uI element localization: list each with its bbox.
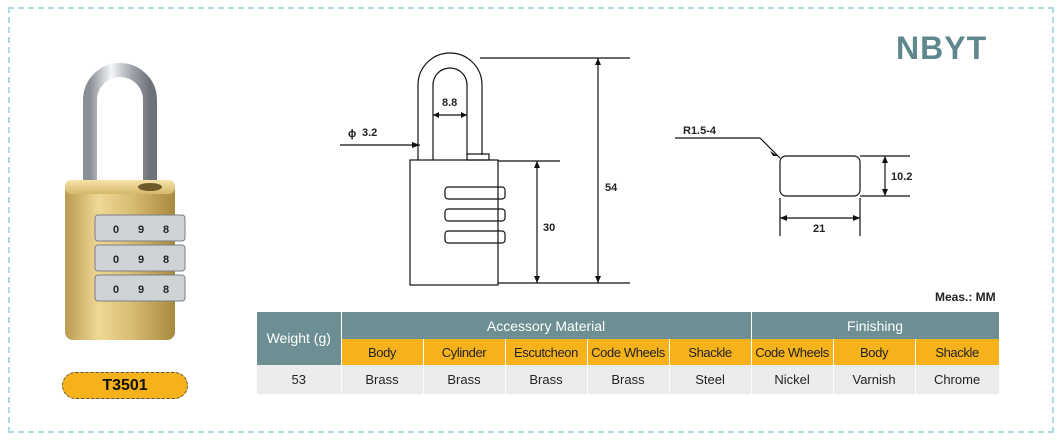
brand-logo: NBYT	[896, 30, 988, 66]
svg-text:9: 9	[138, 284, 145, 296]
padlock-dimension-drawing	[330, 45, 640, 295]
column-header: Shackle	[915, 339, 999, 365]
table-cell: Varnish	[833, 365, 915, 394]
padlock-product-image	[40, 55, 200, 345]
svg-text:8: 8	[163, 224, 170, 236]
table-cell: Nickel	[751, 365, 833, 394]
total-height-label: 54	[605, 182, 618, 194]
column-header: Code Wheels	[587, 339, 669, 365]
svg-text:0: 0	[113, 224, 120, 236]
column-header: Escutcheon	[505, 339, 587, 365]
table-cell: Brass	[423, 365, 505, 394]
svg-text:0: 0	[113, 254, 120, 266]
svg-text:8: 8	[163, 284, 170, 296]
svg-text:ϕ: ϕ	[348, 128, 357, 140]
svg-text:8: 8	[163, 254, 170, 266]
table-cell: Brass	[505, 365, 587, 394]
svg-text:9: 9	[138, 254, 145, 266]
column-header: Cylinder	[423, 339, 505, 365]
table-cell: Brass	[341, 365, 423, 394]
weight-value: 53	[257, 365, 341, 394]
section-dimension-drawing	[665, 118, 935, 243]
table-header-row	[257, 312, 999, 339]
radius-label: R1.5-4	[683, 125, 717, 137]
measurement-units-note: Meas.: MM	[935, 290, 996, 304]
svg-text:9: 9	[138, 224, 145, 236]
column-header: Code Wheels	[751, 339, 833, 365]
table-cell: Chrome	[915, 365, 999, 394]
model-number-badge: T3501	[62, 372, 188, 399]
table-subheader-row	[257, 339, 999, 365]
table-row	[257, 365, 999, 394]
column-header: Body	[833, 339, 915, 365]
accessory-material-header: Accessory Material	[341, 312, 751, 339]
specification-table	[257, 312, 1000, 394]
column-header: Shackle	[669, 339, 751, 365]
section-width-label: 21	[813, 223, 826, 235]
code-wheel-2	[95, 245, 185, 271]
shackle-diameter-label: 3.2	[362, 127, 378, 139]
table-cell: Steel	[669, 365, 751, 394]
table-cell: Brass	[587, 365, 669, 394]
section-height-label: 10.2	[891, 171, 913, 183]
finishing-header: Finishing	[751, 312, 999, 339]
code-wheel-3	[95, 275, 185, 301]
weight-header: Weight (g)	[257, 312, 341, 365]
code-wheel-1	[95, 215, 185, 241]
column-header: Body	[341, 339, 423, 365]
shackle-width-label: 8.8	[442, 97, 458, 109]
svg-text:0: 0	[113, 284, 120, 296]
body-height-label: 30	[543, 222, 556, 234]
